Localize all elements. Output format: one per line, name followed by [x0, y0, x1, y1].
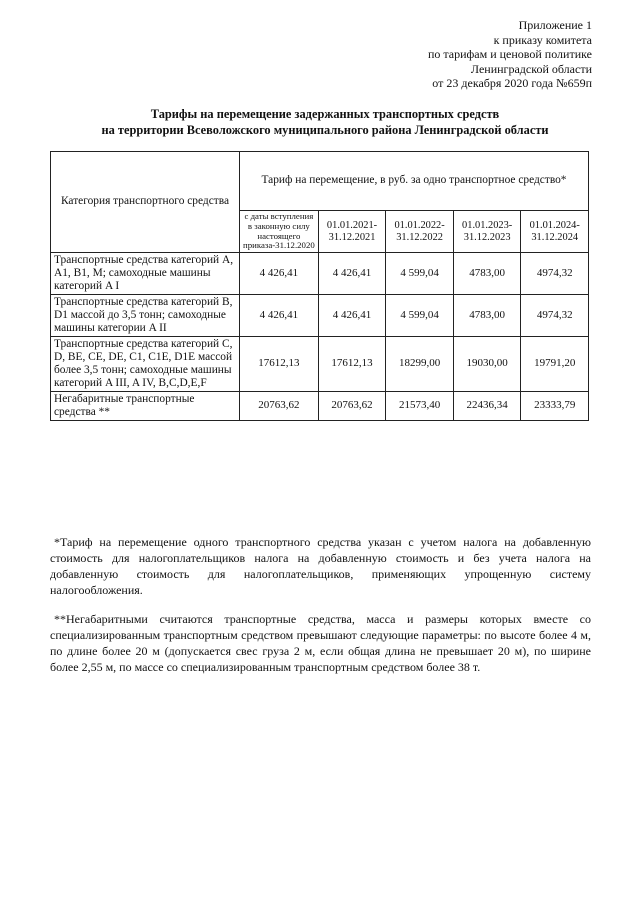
tariff-value-cell: 4974,32 [521, 295, 589, 337]
document-title [40, 106, 610, 138]
tariff-value-cell: 4783,00 [453, 295, 521, 337]
appendix-line-3: по тарифам и ценовой политике [427, 47, 592, 61]
appendix-line-2: к приказу комитета [493, 32, 592, 47]
appendix-line-5: от 23 декабря 2020 года №659п [432, 76, 592, 90]
tariff-value-cell: 4783,00 [453, 253, 521, 295]
tariff-table [50, 151, 589, 421]
tariff-value-cell: 20763,62 [240, 392, 319, 421]
tariff-value-cell: 4 426,41 [318, 253, 386, 295]
tariff-value-cell: 19030,00 [453, 337, 521, 392]
tariff-value-cell: 17612,13 [240, 337, 319, 392]
footnote-oversized: **Негабаритными считаются транспортные средства, масса и размеры которых вместе со специализированным транспортным средством превышают следующие параметры: по высоте более 4 м, по длине более 20 м (допускается свес груза 2 м, если общая длина не превышает 20 м), по ширине более 2,55 м, по массе со специализированным транспортным средством более 38 т. [50, 612, 591, 674]
period-header: 01.01.2021-31.12.2021 [318, 211, 386, 253]
category-column-header: Категория транспортного средства [51, 152, 240, 253]
tariff-value-cell: 22436,34 [453, 392, 521, 421]
title-line-2: на территории Всеволожского муниципального района Ленинградской области [101, 123, 549, 137]
period-header: 01.01.2022-31.12.2022 [386, 211, 454, 253]
tariff-value-cell: 4974,32 [521, 253, 589, 295]
tariff-value-cell: 4 599,04 [386, 295, 454, 337]
tariff-value-cell: 20763,62 [318, 392, 386, 421]
tariff-value-cell: 4 426,41 [318, 295, 386, 337]
tariff-value-cell: 21573,40 [386, 392, 454, 421]
header-row [51, 152, 589, 211]
table-row [51, 253, 589, 295]
table-row [51, 337, 589, 392]
vehicle-category-cell: Транспортные средства категорий A, A1, B1, M; самоходные машины категорий A I [51, 253, 240, 295]
appendix-line-1: Приложение 1 [518, 18, 592, 32]
vehicle-category-cell: Транспортные средства категорий B, D1 массой до 3,5 тонн; самоходные машины категории A II [51, 295, 240, 337]
tariff-value-cell: 19791,20 [521, 337, 589, 392]
tariff-value-cell: 18299,00 [386, 337, 454, 392]
period-header: с даты вступления в законную силу настоящего приказа-31.12.2020 [240, 211, 319, 253]
table-row [51, 295, 589, 337]
appendix-line-4: Ленинградской области [470, 61, 592, 76]
table-row [51, 392, 589, 421]
vehicle-category-cell: Транспортные средства категорий C, D, BE, CE, DE, C1, C1E, D1E массой более 3,5 тонн; самоходные машины категорий A III, A IV, B,C,D,E,F [51, 337, 240, 392]
title-line-1: Тарифы на перемещение задержанных транспортных средств [150, 107, 500, 121]
period-header: 01.01.2023-31.12.2023 [453, 211, 521, 253]
tariff-column-header: Тариф на перемещение, в руб. за одно транспортное средство* [240, 152, 589, 211]
tariff-value-cell: 17612,13 [318, 337, 386, 392]
appendix-header [332, 18, 592, 91]
tariff-value-cell: 4 599,04 [386, 253, 454, 295]
footnote-vat: *Тариф на перемещение одного транспортного средства указан с учетом налога на добавленную стоимость для налогоплательщиков налога на добавленную стоимость и без учета налога на добавленную стоимость для налогоплательщиков, применяющих упрощенную систему налогообложения. [50, 535, 591, 597]
tariff-value-cell: 23333,79 [521, 392, 589, 421]
vehicle-category-cell: Негабаритные транспортные средства ** [51, 392, 240, 421]
tariff-value-cell: 4 426,41 [240, 253, 319, 295]
tariff-value-cell: 4 426,41 [240, 295, 319, 337]
period-header: 01.01.2024-31.12.2024 [521, 211, 589, 253]
